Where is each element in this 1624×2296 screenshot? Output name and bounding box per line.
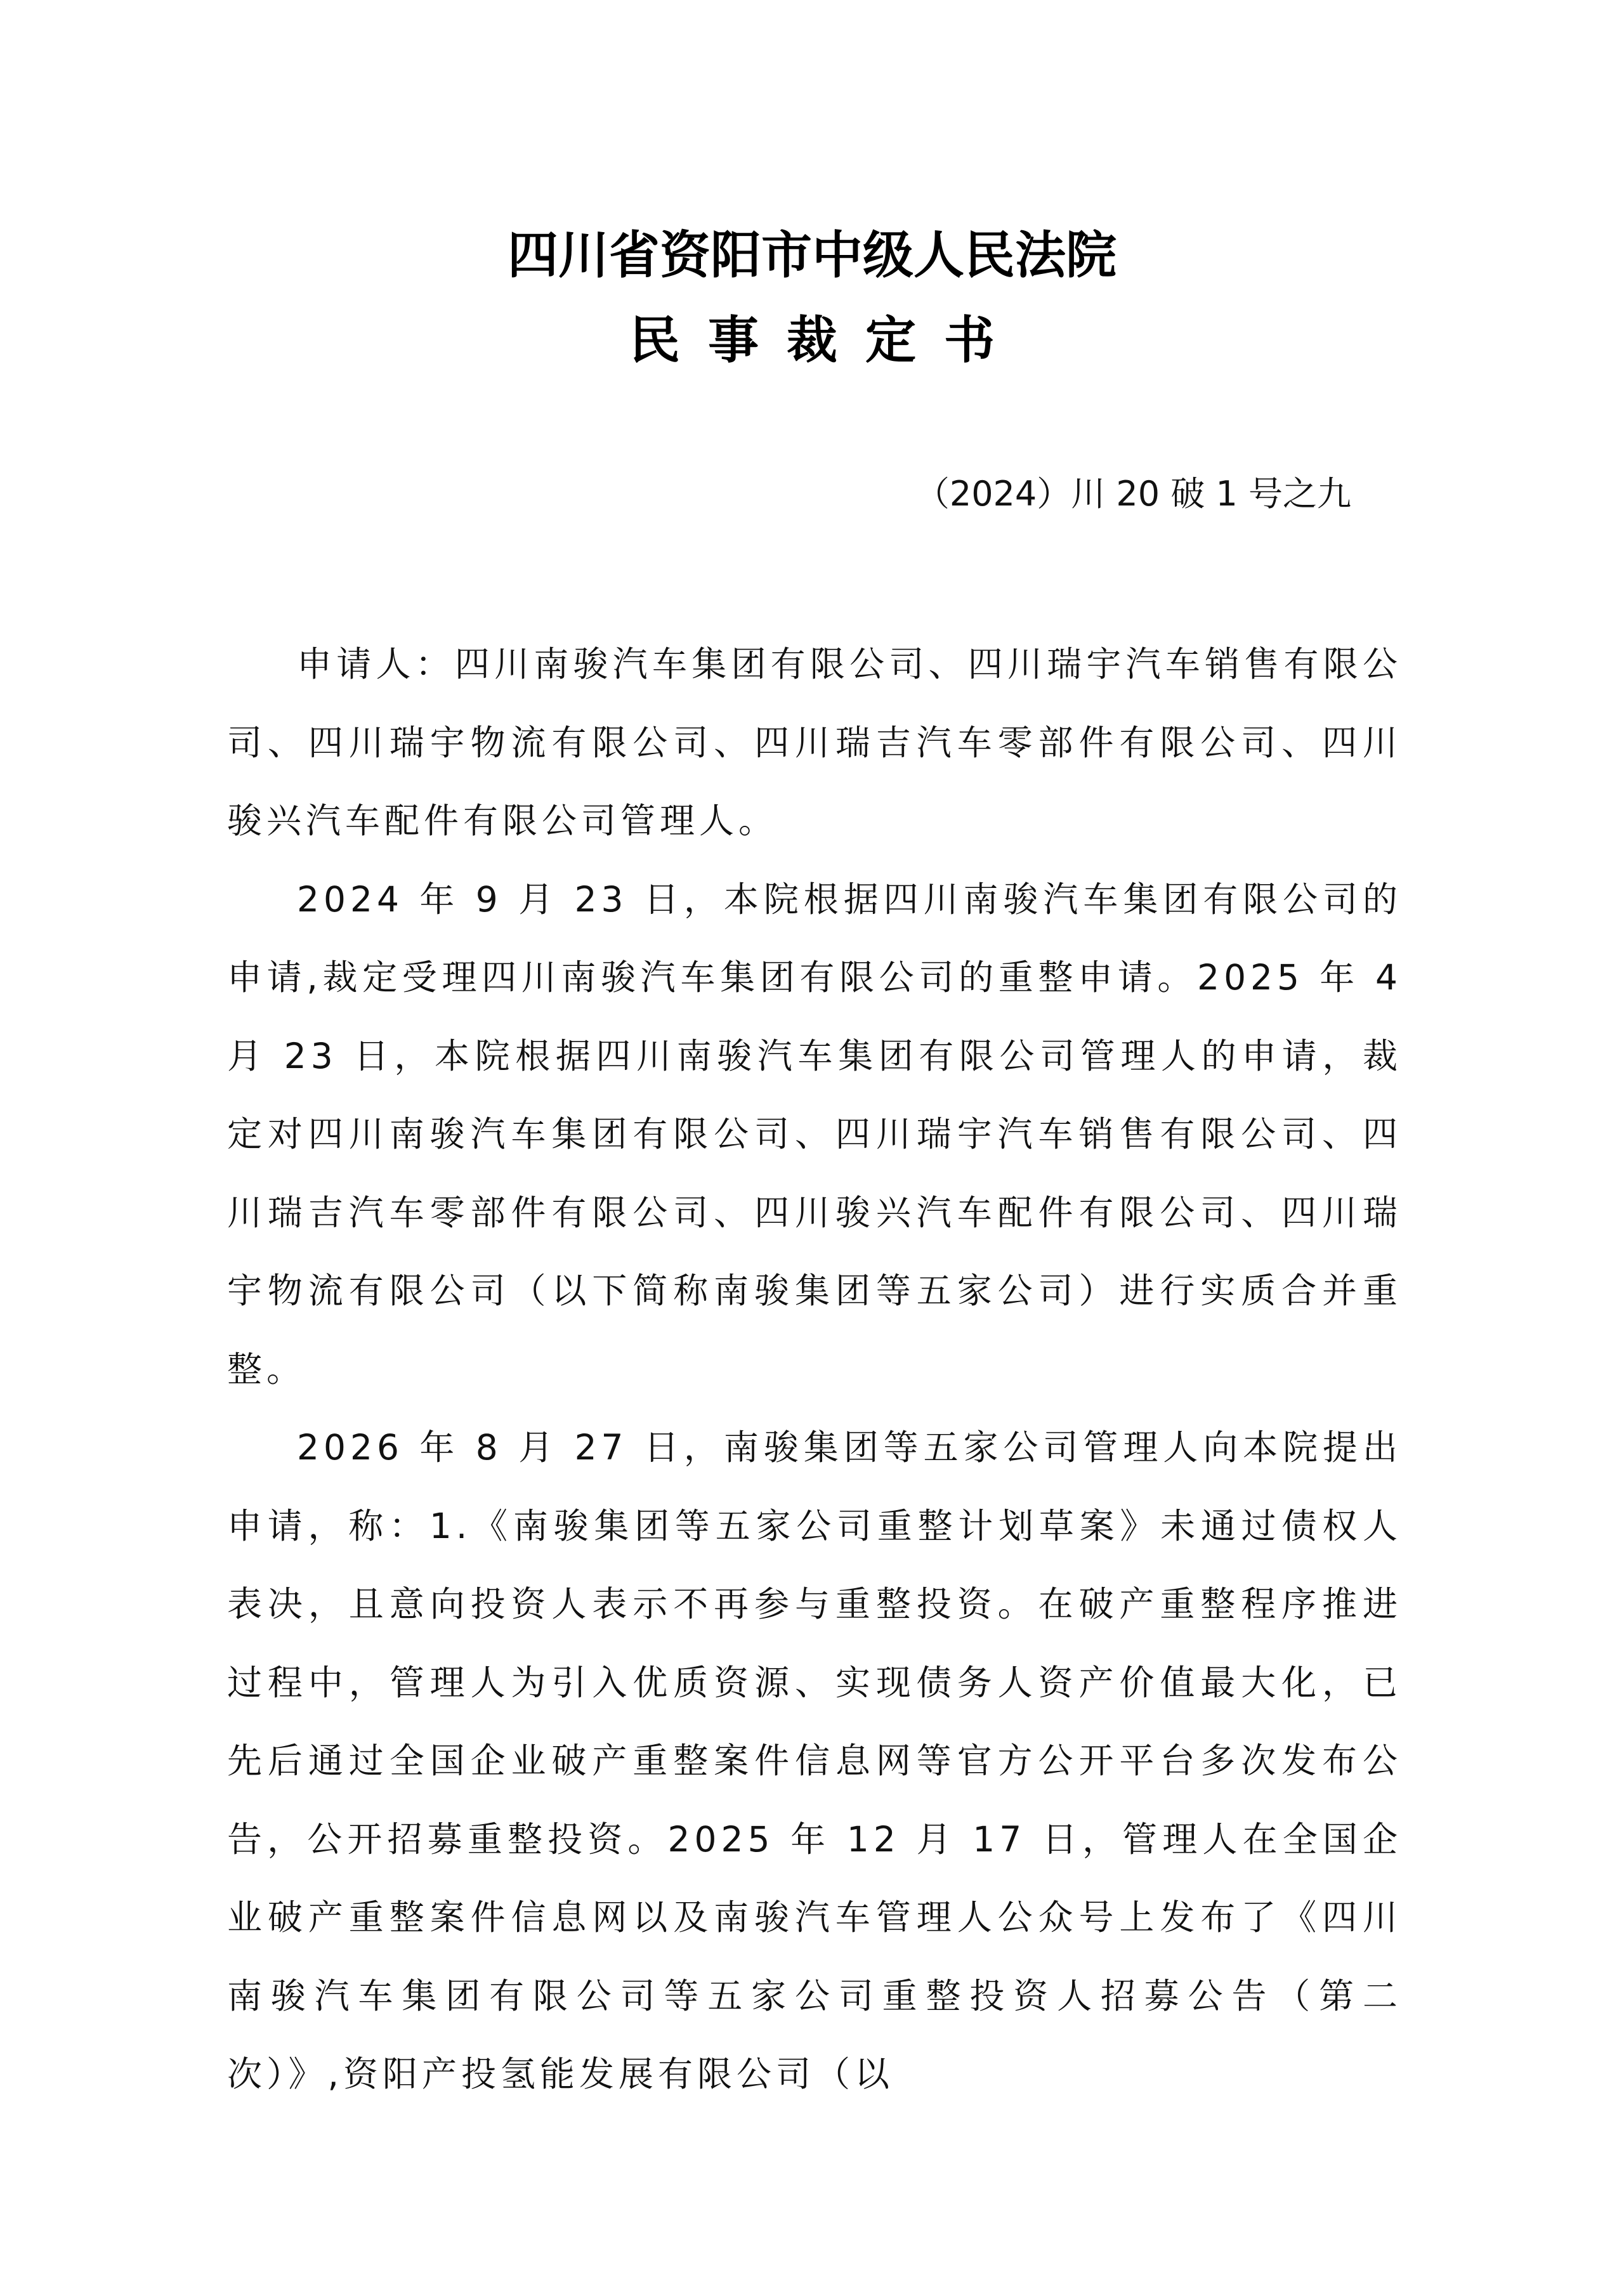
paragraph-applicant: 申请人：四川南骏汽车集团有限公司、四川瑞宇汽车销售有限公司、四川瑞宇物流有限公司、四川瑞吉汽车零部件有限公司、四川骏兴汽车配件有限公司管理人。	[227, 644, 1402, 841]
paragraph-administrator-application: 2026 年 8 月 27 日，南骏集团等五家公司管理人向本院提出申请，称：1.《南骏集团等五家公司重整计划草案》未通过债权人表决，且意向投资人表示不再参与重整投资。在破产重整程序推进过程中，管理人为引入优质资源、实现债务人资产价值最大化，已先后通过全国企业破产重整案件信息网等官方公开平台多次发布公告，公开招募重整投资。2025 年 12 月 17 日，管理人在全国企业破产重整案件信息网以及南骏汽车管理人公众号上发布了《四川南骏汽车集团有限公司等五家公司重整投资人招募公告（第二次）》,资阳产投氢能发展有限公司（以	[227, 1427, 1402, 2094]
paragraph-case-history: 2024 年 9 月 23 日，本院根据四川南骏汽车集团有限公司的申请,裁定受理四川南骏汽车集团有限公司的重整申请。2025 年 4 月 23 日，本院根据四川南骏汽车集团有限公司管理人的申请，裁定对四川南骏汽车集团有限公司、四川瑞宇汽车销售有限公司、四川瑞吉汽车零部件有限公司、四川骏兴汽车配件有限公司、四川瑞宇物流有限公司（以下简称南骏集团等五家公司）进行实质合并重整。	[227, 878, 1402, 1390]
case-number: （2024）川 20 破 1 号之九	[915, 474, 1351, 514]
court-name: 四川省资阳市中级人民法院	[508, 225, 1116, 285]
document-type-title: 民事裁定书	[629, 310, 1023, 370]
document-body	[227, 625, 1402, 2114]
